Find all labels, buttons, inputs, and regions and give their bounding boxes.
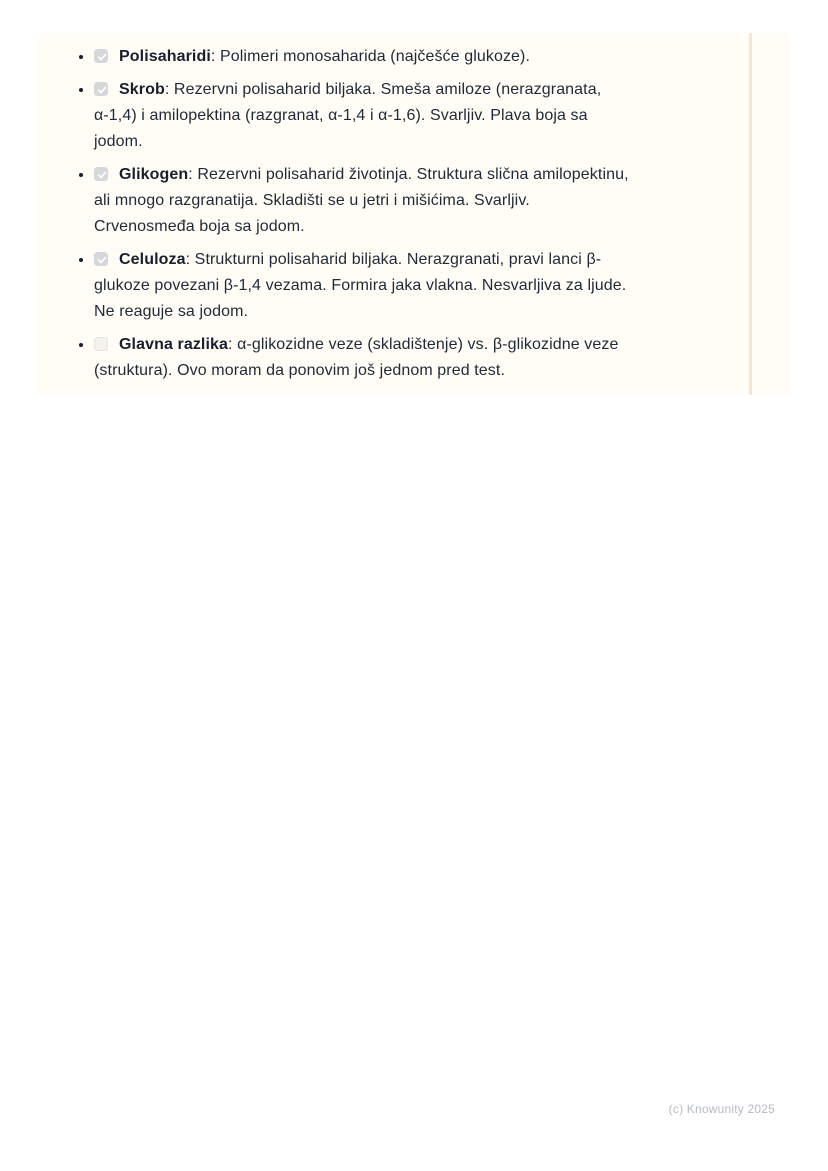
checkbox-checked-icon[interactable]	[94, 167, 108, 181]
checkbox-checked-icon[interactable]	[94, 82, 108, 96]
term-label: Polisaharidi	[119, 48, 211, 65]
copyright-text: (c) Knowunity 2025	[668, 1102, 775, 1116]
checkbox-checked-icon[interactable]	[94, 252, 108, 266]
term-label: Glavna razlika	[119, 336, 229, 353]
note-card	[37, 33, 790, 395]
checkbox-unchecked-icon[interactable]	[94, 337, 108, 351]
item-text: : Rezervni polisaharid biljaka. Smeša amiloze (nerazgranata, α-1,4) i amilopektina (razgranat, α-1,4 i α-1,6). Svarljiv. Plava boja sa jodom.	[94, 81, 602, 150]
checklist-item	[94, 332, 635, 384]
checklist-item	[94, 77, 635, 155]
checkbox-checked-icon[interactable]	[94, 49, 108, 63]
checklist-item	[94, 44, 635, 70]
item-text: : Strukturni polisaharid biljaka. Nerazgranati, pravi lanci β-glukoze povezani β-1,4 vezama. Formira jaka vlakna. Nesvarljiva za ljude. Ne reaguje sa jodom.	[94, 251, 627, 320]
term-label: Glikogen	[119, 166, 189, 183]
checklist	[37, 33, 790, 384]
item-text: : Rezervni polisaharid životinja. Struktura slična amilopektinu, ali mnogo razgranatija. Skladišti se u jetri i mišićima. Svarljiv. Crvenosmeđa boja sa jodom.	[94, 166, 629, 235]
notebook-margin-line	[749, 33, 752, 395]
item-text: : α-glikozidne veze (skladištenje) vs. β-glikozidne veze (struktura). Ovo moram da ponovim još jednom pred test.	[94, 336, 619, 379]
checklist-item	[94, 162, 635, 240]
checklist-item	[94, 247, 635, 325]
term-label: Skrob	[119, 81, 165, 98]
item-text: : Polimeri monosaharida (najčešće glukoze).	[210, 48, 531, 65]
term-label: Celuloza	[119, 251, 186, 268]
